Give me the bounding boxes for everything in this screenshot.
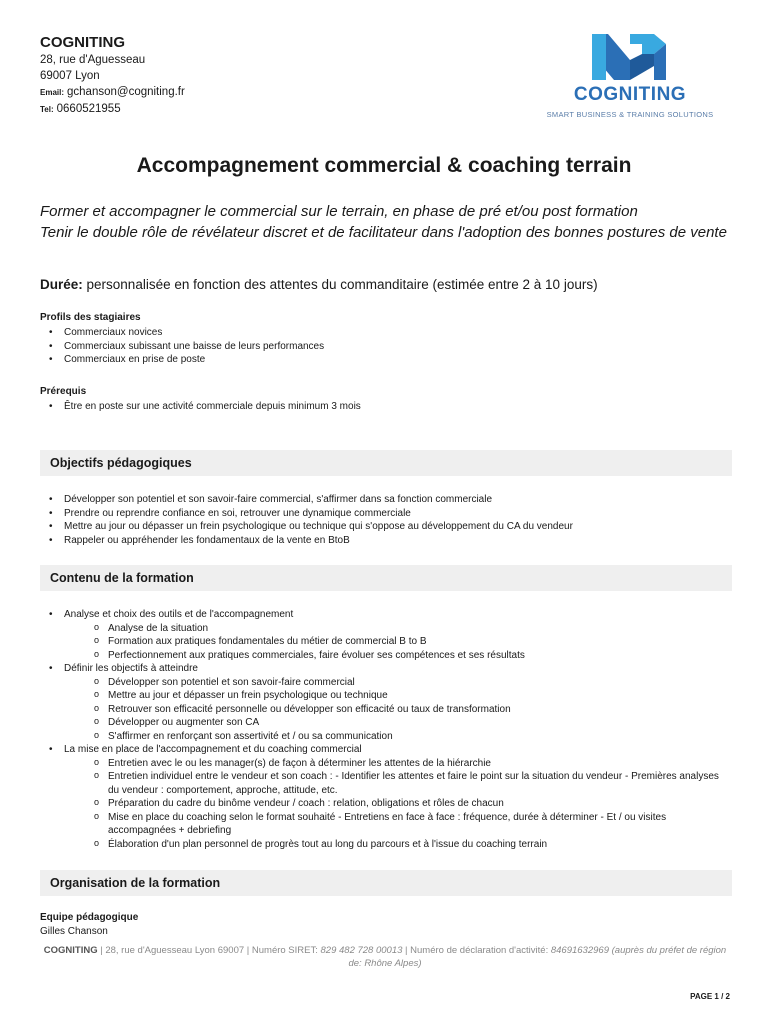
sublist-item: o Formation aux pratiques fondamentales du métier de commercial B to B — [64, 635, 732, 649]
objectifs-heading: Objectifs pédagogiques — [50, 456, 192, 470]
equipe-block — [40, 912, 730, 937]
contenu-list — [40, 608, 732, 851]
sublist-item: o Analyse de la situation — [64, 622, 732, 636]
tel-label: Tel: — [40, 105, 54, 114]
list-item: • Prendre ou reprendre confiance en soi, retrouver une dynamique commerciale — [40, 507, 730, 521]
contenu-sublist — [64, 622, 732, 663]
sublist-item: o Mettre au jour et dépasser un frein psychologique ou technique — [64, 689, 732, 703]
email-label: Email: — [40, 88, 65, 97]
sublist-item: o Entretien avec le ou les manager(s) de façon à déterminer les attentes de la hiérarchie — [64, 757, 732, 771]
sublist-item: o Retrouver son efficacité personnelle ou développer son efficacité ou taux de transformation — [64, 703, 732, 717]
cogniting-logo — [530, 30, 730, 125]
list-item: • Commerciaux en prise de poste — [40, 353, 730, 367]
equipe-name: Gilles Chanson — [40, 926, 108, 937]
list-item: • Rappeler ou appréhender les fondamentaux de la vente en BtoB — [40, 534, 730, 548]
document-title: Accompagnement commercial & coaching terrain — [136, 154, 632, 177]
organisation-section-header — [40, 870, 732, 896]
page-number: PAGE 1 / 2 — [690, 992, 730, 1001]
duration-text: personnalisée en fonction des attentes du commanditaire (estimée entre 2 à 10 jours) — [86, 277, 598, 292]
sublist-item: o Développer son potentiel et son savoir-faire commercial — [64, 676, 732, 690]
objectifs-list — [40, 493, 730, 547]
company-email[interactable]: gchanson@cogniting.fr — [67, 86, 185, 98]
duration-line — [40, 277, 730, 292]
sublist-item: o Perfectionnement aux pratiques commerciales, faire évoluer ses compétences et ses résultats — [64, 649, 732, 663]
profils-list — [40, 326, 730, 367]
list-item — [40, 662, 732, 743]
sublist-item: o S'affirmer en renforçant son assertivité et / ou sa communication — [64, 730, 732, 744]
company-tel: 0660521955 — [56, 103, 121, 115]
logo-tagline: SMART BUSINESS & TRAINING SOLUTIONS — [546, 110, 714, 119]
prerequis-block — [40, 386, 730, 414]
footer-siret: 829 482 728 00013 — [320, 945, 403, 956]
sublist-item: o Mise en place du coaching selon le format souhaité - Entretiens en face à face : fréquence, durée à déterminer - Et / ou visites accompagnées + debriefing — [64, 811, 732, 838]
subtitle-line-1: Former et accompagner le commercial sur le terrain, en phase de pré et/ou post formation — [40, 203, 638, 220]
contenu-section-header — [40, 565, 732, 591]
prerequis-heading: Prérequis — [40, 386, 87, 397]
duration-label: Durée: — [40, 277, 83, 292]
list-item: • Être en poste sur une activité commerciale depuis minimum 3 mois — [40, 400, 730, 414]
contenu-sublist — [64, 676, 732, 744]
list-item: • Mettre au jour ou dépasser un frein psychologique ou technique qui s'oppose au développement du CA du vendeur — [40, 520, 730, 534]
company-address-city: 69007 Lyon — [40, 70, 100, 82]
footer-address: | 28, rue d'Aguesseau Lyon 69007 | Numéro SIRET: — [100, 945, 318, 956]
sublist-item: o Développer ou augmenter son CA — [64, 716, 732, 730]
sublist-item: o Élaboration d'un plan personnel de progrès tout au long du parcours et à l'issue du coaching terrain — [64, 838, 732, 852]
contenu-item-label: Analyse et choix des outils et de l'accompagnement — [64, 609, 294, 620]
footer-brand: COGNITING — [43, 945, 98, 956]
subtitle-line-2: Tenir le double rôle de révélateur discret et de facilitateur dans l'adoption des bonnes postures de vente — [40, 224, 727, 241]
document-subtitle — [40, 201, 730, 243]
contenu-heading: Contenu de la formation — [50, 571, 194, 585]
company-tel-row — [40, 101, 340, 118]
footer-declaration-label: | Numéro de déclaration d'activité: — [405, 945, 549, 956]
company-email-row — [40, 84, 340, 101]
logo-mark-icon — [530, 30, 730, 86]
list-item: • Commerciaux subissant une baisse de leurs performances — [40, 340, 730, 354]
contenu-item-label: La mise en place de l'accompagnement et du coaching commercial — [64, 744, 362, 755]
sublist-item: o Préparation du cadre du binôme vendeur / coach : relation, obligations et rôles de chacun — [64, 797, 732, 811]
prerequis-list — [40, 400, 730, 414]
company-name: COGNITING — [40, 34, 125, 51]
sublist-item: o Entretien individuel entre le vendeur et son coach : - Identifier les attentes et faire le point sur la situation du vendeur - Premières analyses du vendeur : comportement, approche, attitude, etc. — [64, 770, 732, 797]
organisation-heading: Organisation de la formation — [50, 876, 221, 890]
company-address-street: 28, rue d'Aguesseau — [40, 54, 146, 66]
company-header — [40, 34, 340, 118]
footer-declaration: 84691632969 (auprès du préfet de région de: Rhône Alpes) — [348, 945, 727, 969]
list-item — [40, 608, 732, 662]
page-footer — [40, 944, 730, 970]
profils-heading: Profils des stagiaires — [40, 312, 141, 323]
list-item — [40, 743, 732, 851]
contenu-sublist — [64, 757, 732, 852]
logo-brand-text: COGNITING — [573, 84, 687, 105]
profils-block — [40, 312, 730, 367]
equipe-heading: Equipe pédagogique — [40, 912, 139, 923]
objectifs-section-header — [40, 450, 732, 476]
list-item: • Commerciaux novices — [40, 326, 730, 340]
contenu-item-label: Définir les objectifs à atteindre — [64, 663, 198, 674]
list-item: • Développer son potentiel et son savoir-faire commercial, s'affirmer dans sa fonction commerciale — [40, 493, 730, 507]
